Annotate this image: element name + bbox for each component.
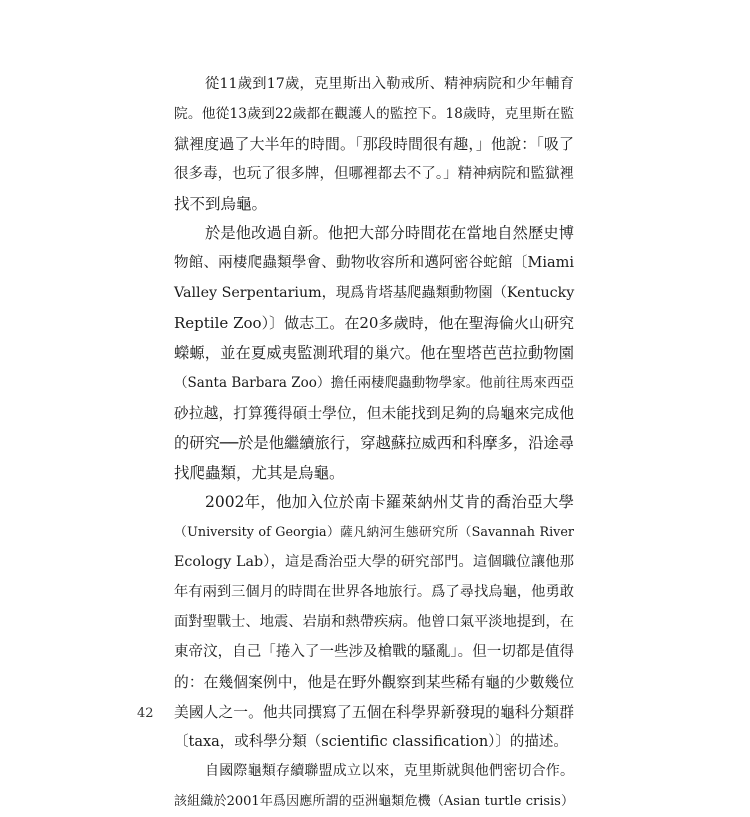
- text-line: 自國際龜類存續聯盟成立以來，克里斯就與他們密切合作。: [205, 763, 574, 780]
- text-line: Valley Serpentarium，現爲肯塔基爬蟲類動物園（Kentucky: [174, 285, 575, 302]
- body-text: [174, 70, 574, 817]
- text-line: 蠑螈，並在夏威夷監測玳瑁的巢穴。他在聖塔芭芭拉動物園: [174, 344, 574, 363]
- text-line: 該組織於2001年爲因應所謂的亞洲龜類危機（Asian turtle crisis）: [174, 794, 574, 810]
- text-line: 的：在幾個案例中，他是在野外觀察到某些稀有龜的少數幾位: [174, 673, 574, 691]
- text-line: 2002年，他加入位於南卡羅萊納州艾肯的喬治亞大學: [205, 493, 574, 512]
- text-line: 物館、兩棲爬蟲類學會、動物收容所和邁阿密谷蛇館〔Miami: [174, 255, 574, 272]
- text-line: 年有兩到三個月的時間在世界各地旅行。爲了尋找烏龜，他勇敢: [174, 584, 574, 601]
- text-line: 院。他從13歲到22歲都在觀護人的監控下。18歲時，克里斯在監: [174, 105, 574, 122]
- text-line: （University of Georgia）薩凡納河生態研究所（Savannah River: [174, 525, 574, 541]
- text-line: Reptile Zoo）〕做志工。在20多歲時，他在聖海倫火山研究: [174, 314, 574, 333]
- text-line: 於是他改過自新。他把大部分時間花在當地自然歷史博: [205, 224, 574, 243]
- text-line: 美國人之一。他共同撰寫了五個在科學界新發現的龜科分類群: [174, 703, 574, 721]
- text-line: 從11歲到17歲，克里斯出入勒戒所、精神病院和少年輔育: [205, 76, 574, 92]
- text-line: 面對聖戰士、地震、岩崩和熱帶疾病。他曾口氣平淡地提到，在: [174, 614, 574, 631]
- text-line: 找爬蟲類，尤其是烏龜。: [174, 463, 345, 482]
- text-line: 〔taxa，或科學分類（scientific classification）〕的描述。: [174, 733, 568, 750]
- text-line: 找不到烏龜。: [174, 194, 268, 213]
- text-line: Ecology Lab），這是喬治亞大學的研究部門。這個職位讓他那: [174, 554, 574, 571]
- text-line: 獄裡度過了大半年的時間。「那段時間很有趣，」他說：「吸了: [174, 134, 574, 153]
- text-line: 很多毒，也玩了很多牌，但哪裡都去不了。」精神病院和監獄裡: [174, 165, 574, 182]
- text-line: （Santa Barbara Zoo）擔任兩棲爬蟲動物學家。他前往馬來西亞: [174, 374, 574, 391]
- text-line: 東帝汶，自己「捲入了一些涉及槍戰的騷亂」。但一切都是值得: [174, 643, 574, 660]
- text-line: 砂拉越，打算獲得碩士學位，但未能找到足夠的烏龜來完成他: [174, 404, 574, 422]
- text-line: 的研究──於是他繼續旅行，穿越蘇拉威西和科摩多，沿途尋: [174, 433, 574, 452]
- page-number: 42: [137, 706, 154, 721]
